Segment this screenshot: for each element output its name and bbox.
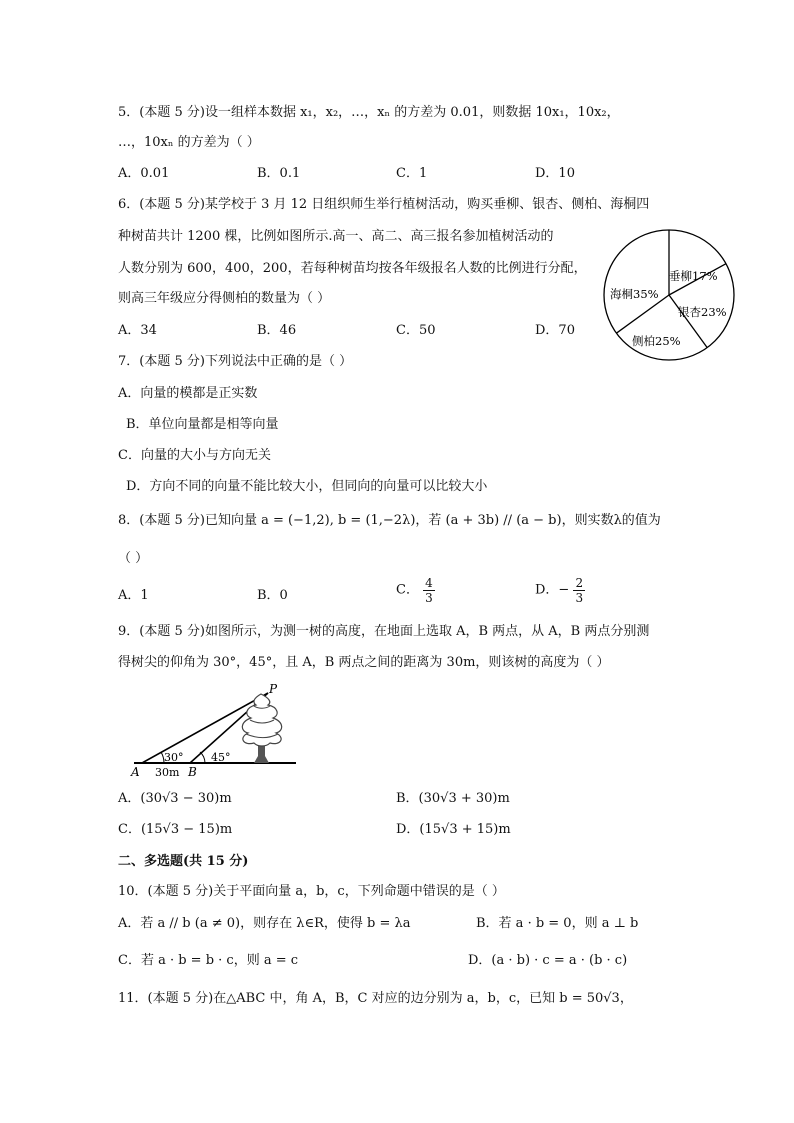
q9-option-d: D．(15√3 + 15)m (396, 822, 511, 837)
q5-stem-line2: …，10xₙ 的方差为（ ） (118, 135, 260, 150)
q8-paren: （ ） (118, 551, 149, 566)
q7-option-c: C．向量的大小与方向无关 (118, 448, 271, 463)
q7-option-d: D．方向不同的向量不能比较大小，但同向的向量可以比较大小 (126, 479, 488, 494)
q8-stem: 8．(本题 5 分)已知向量 a = (−1,2), b = (1,−2λ)，若 (a + 3b) // (a − b)，则实数λ的值为 (118, 513, 661, 528)
q8-option-d-fraction (573, 576, 585, 605)
q6-pie-chart (600, 226, 738, 364)
q8-option-c (396, 576, 435, 605)
frac-d-den: 3 (575, 591, 584, 605)
q10-option-d: D．(a · b) · c = a · (b · c) (468, 953, 628, 968)
q6-stem-line4: 则高三年级应分得侧柏的数量为（ ） (118, 291, 331, 306)
pie-label-cebai: 侧柏25% (632, 334, 681, 348)
q9-stem-line2: 得树尖的仰角为 30°，45°，且 A，B 两点之间的距离为 30m，则该树的高度为（ ） (118, 655, 610, 670)
q10-stem: 10．(本题 5 分)关于平面向量 a，b，c，下列命题中错误的是（ ） (118, 884, 505, 899)
q5-option-c: C．1 (396, 166, 428, 181)
frac-d-num: 2 (575, 576, 584, 590)
angle-b-label: 45° (211, 751, 231, 764)
q6-option-c: C．50 (396, 323, 436, 338)
frac-c-den: 3 (425, 591, 433, 605)
point-p-label: P (269, 684, 278, 696)
pie-label-chuiliu: 垂柳17% (669, 269, 718, 283)
q11-stem: 11．(本题 5 分)在△ABC 中，角 A，B，C 对应的边分别为 a，b，c，已知 b = 50√3， (118, 991, 633, 1006)
q10-option-a: A．若 a // b (a ≠ 0)，则存在 λ∈R，使得 b = λa (118, 916, 411, 931)
distance-label: 30m (155, 766, 180, 778)
q8-option-d (535, 576, 585, 605)
q7-option-a: A．向量的模都是正实数 (118, 386, 258, 401)
q8-option-d-label: D．− (535, 582, 570, 598)
point-a-label: A (131, 765, 140, 778)
q9-tree-figure (128, 684, 300, 778)
q5-option-d: D．10 (535, 166, 575, 181)
q7-stem: 7．(本题 5 分)下列说法中正确的是（ ） (118, 354, 353, 369)
q6-option-a: A．34 (118, 323, 157, 338)
q8-option-c-label: C． (396, 582, 419, 598)
q10-option-c: C．若 a · b = b · c，则 a = c (118, 953, 299, 968)
section-heading: 二、多选题(共 15 分) (118, 854, 249, 869)
q9-stem-line1: 9．(本题 5 分)如图所示，为测一树的高度，在地面上选取 A，B 两点，从 A，B 两点分别测 (118, 624, 650, 639)
pie-label-haitong: 海桐35% (610, 287, 659, 301)
q9-option-c: C．(15√3 − 15)m (118, 822, 233, 837)
pie-label-yinxing: 银杏23% (678, 305, 727, 319)
q5-option-b: B．0.1 (257, 166, 301, 181)
q6-option-b: B．46 (257, 323, 297, 338)
q6-stem-line2: 种树苗共计 1200 棵，比例如图所示.高一、高二、高三报名参加植树活动的 (118, 229, 554, 244)
q9-option-a: A．(30√3 − 30)m (118, 791, 232, 806)
angle-a-label: 30° (164, 751, 184, 764)
frac-c-num: 4 (425, 576, 433, 590)
q6-option-d: D．70 (535, 323, 575, 338)
q6-stem-line3: 人数分别为 600，400，200，若每种树苗均按各年级报名人数的比例进行分配， (118, 261, 587, 276)
q5-stem-line1: 5．(本题 5 分)设一组样本数据 x₁，x₂，…，xₙ 的方差为 0.01，则数据 10x₁，10x₂， (118, 105, 620, 120)
q5-option-a: A．0.01 (118, 166, 170, 181)
q7-option-b: B．单位向量都是相等向量 (126, 417, 279, 432)
q8-option-c-fraction (423, 576, 435, 605)
q8-option-b: B．0 (257, 588, 288, 603)
q8-option-a: A．1 (118, 588, 149, 603)
point-b-label: B (188, 765, 197, 778)
q9-option-b: B．(30√3 + 30)m (396, 791, 510, 806)
q10-option-b: B．若 a · b = 0，则 a ⊥ b (476, 916, 639, 931)
q6-stem-line1: 6．(本题 5 分)某学校于 3 月 12 日组织师生举行植树活动，购买垂柳、银杏、侧柏、海桐四 (118, 197, 650, 212)
